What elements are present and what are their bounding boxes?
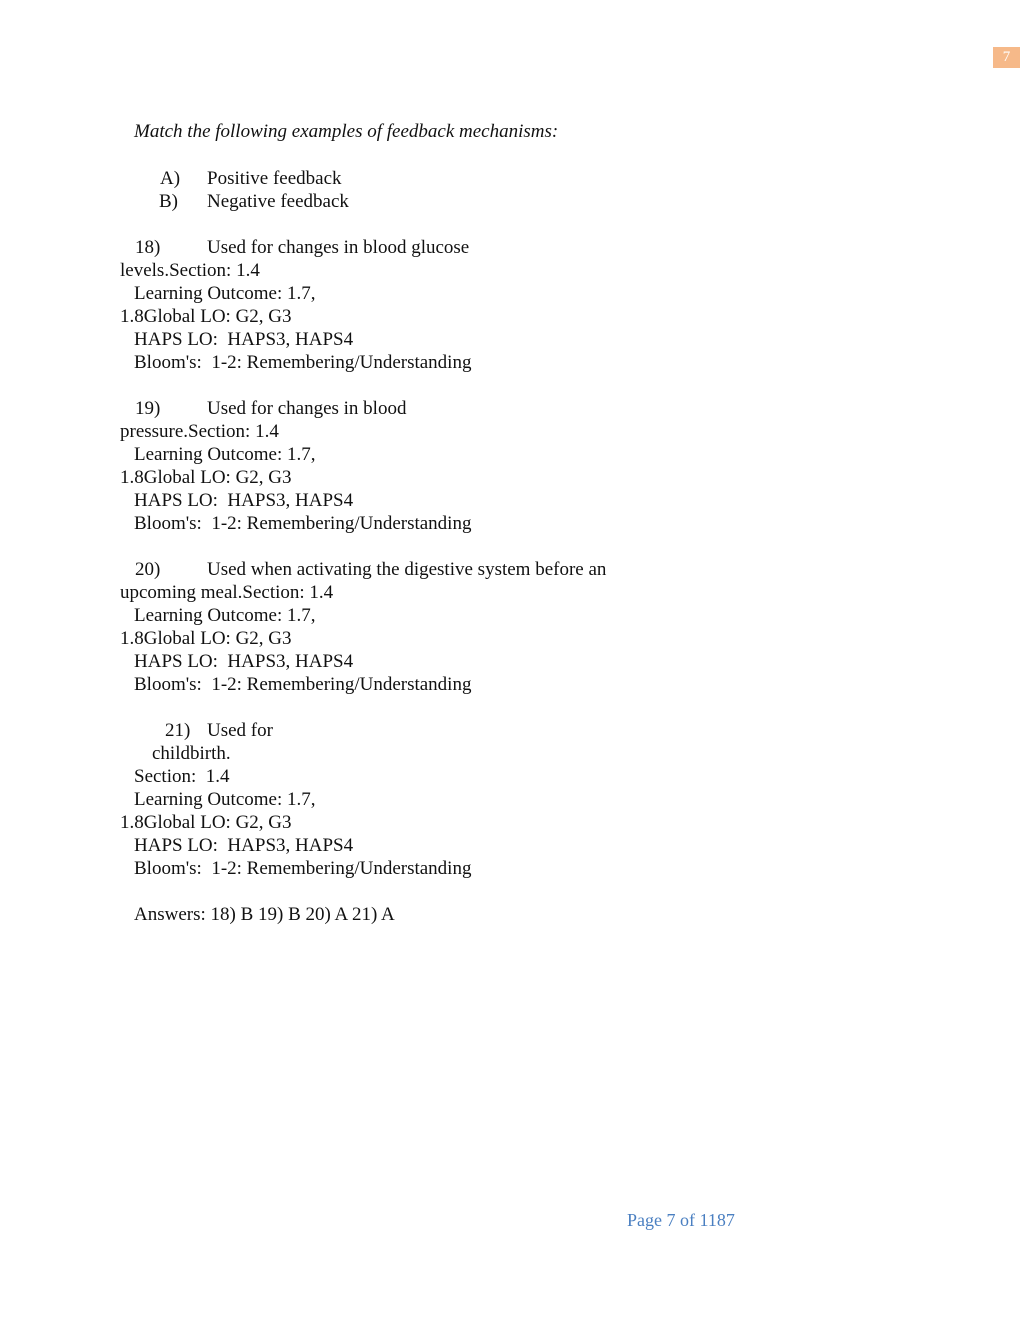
blooms-level: Bloom's: 1-2: Remembering/Understanding [134, 352, 472, 373]
haps-lo: HAPS LO: HAPS3, HAPS4 [134, 329, 354, 350]
option-letter: B) [159, 191, 178, 212]
haps-lo: HAPS LO: HAPS3, HAPS4 [134, 490, 354, 511]
option-text: Negative feedback [207, 191, 349, 212]
blooms-level: Bloom's: 1-2: Remembering/Understanding [134, 858, 472, 879]
question-text-continued: pressure.Section: 1.4 [120, 421, 279, 442]
question-text: Used for changes in blood glucose [207, 237, 470, 258]
learning-outcome: Learning Outcome: 1.7, [134, 605, 316, 626]
global-lo: 1.8Global LO: G2, G3 [120, 628, 292, 649]
question-number: 21) [165, 720, 191, 741]
question-text: Used when activating the digestive system before an [207, 559, 607, 580]
global-lo: 1.8Global LO: G2, G3 [120, 467, 292, 488]
question-text-continued: levels.Section: 1.4 [120, 260, 260, 281]
question-number: 20) [135, 559, 161, 580]
blooms-level: Bloom's: 1-2: Remembering/Understanding [134, 513, 472, 534]
section-number: Section: 1.4 [134, 766, 230, 787]
learning-outcome: Learning Outcome: 1.7, [134, 444, 316, 465]
haps-lo: HAPS LO: HAPS3, HAPS4 [134, 651, 354, 672]
page-footer: Page 7 of 1187 [627, 1210, 735, 1230]
question-text: Used for changes in blood [207, 398, 407, 419]
global-lo: 1.8Global LO: G2, G3 [120, 306, 292, 327]
question-number: 19) [135, 398, 161, 419]
blooms-level: Bloom's: 1-2: Remembering/Understanding [134, 674, 472, 695]
option-letter: A) [160, 168, 181, 189]
global-lo: 1.8Global LO: G2, G3 [120, 812, 292, 833]
option-text: Positive feedback [207, 168, 342, 189]
instruction-text: Match the following examples of feedback mechanisms: [134, 121, 559, 142]
learning-outcome: Learning Outcome: 1.7, [134, 789, 316, 810]
learning-outcome: Learning Outcome: 1.7, [134, 283, 316, 304]
answers-line: Answers: 18) B 19) B 20) A 21) A [134, 904, 395, 925]
question-text-continued: upcoming meal.Section: 1.4 [120, 582, 334, 603]
question-text-continued: childbirth. [152, 743, 231, 764]
question-text: Used for [207, 720, 273, 741]
page-number-badge: 7 [993, 47, 1020, 68]
haps-lo: HAPS LO: HAPS3, HAPS4 [134, 835, 354, 856]
question-number: 18) [135, 237, 161, 258]
